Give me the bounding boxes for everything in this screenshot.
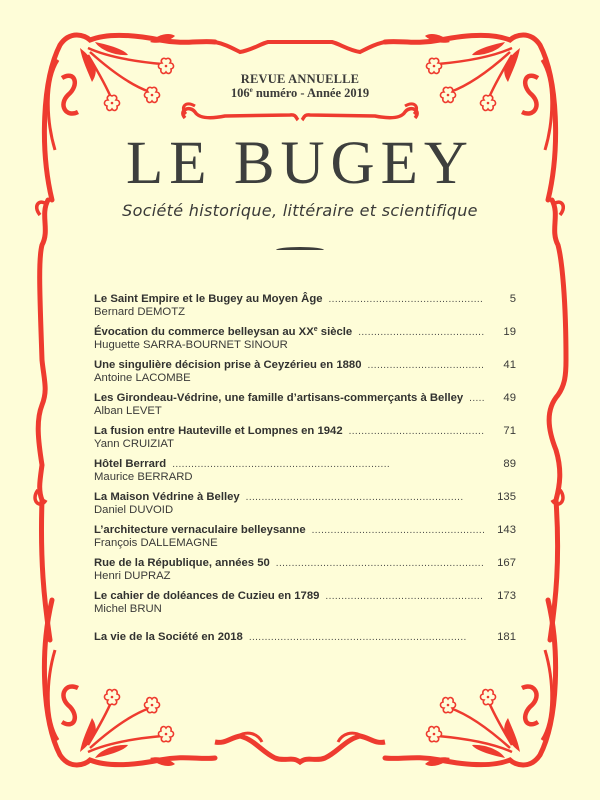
- page-number: 49: [503, 392, 516, 404]
- article-title: L’architecture vernaculaire belleysanne: [94, 524, 306, 536]
- page-number: 181: [497, 631, 516, 643]
- article-title: Hôtel Berrard: [94, 458, 167, 470]
- article-title: La vie de la Société en 2018: [94, 631, 243, 643]
- toc-entry: [94, 524, 516, 549]
- toc-entry: [94, 392, 516, 417]
- dot-leader: [276, 558, 484, 569]
- dot-leader: [358, 327, 484, 338]
- toc-entry: [94, 491, 516, 516]
- page-number: 19: [503, 326, 516, 338]
- issue-line: [0, 86, 600, 101]
- dot-leader: [312, 525, 484, 536]
- issue-superscript: e: [249, 86, 253, 94]
- toc-entry: [94, 590, 516, 615]
- article-title: Évocation du commerce belleysan au XXe siècle: [94, 326, 353, 338]
- page-number: 71: [503, 425, 516, 437]
- article-author: Antoine LACOMBE: [94, 372, 191, 384]
- toc-entry: [94, 293, 516, 318]
- page-number: 173: [497, 590, 516, 602]
- table-of-contents: [94, 293, 516, 651]
- page-number: 89: [503, 458, 516, 470]
- article-author: Bernard DEMOTZ: [94, 306, 186, 318]
- article-author: Michel BRUN: [94, 603, 162, 615]
- article-author: Henri DUPRAZ: [94, 570, 171, 582]
- dot-leader: [329, 294, 484, 305]
- toc-entry: [94, 326, 516, 351]
- toc-entry: [94, 425, 516, 450]
- article-title: Une singulière décision prise à Ceyzérieu en 1880: [94, 359, 362, 371]
- toc-entry: [94, 557, 516, 582]
- dot-leader: [367, 360, 484, 371]
- dot-leader: [172, 459, 484, 470]
- title-divider: [276, 247, 324, 250]
- issue-number: 106: [230, 86, 250, 100]
- page-number: 167: [497, 557, 516, 569]
- article-author: Huguette SARRA-BOURNET SINOUR: [94, 339, 288, 351]
- toc-entry: [94, 458, 516, 483]
- toc-entry: [94, 359, 516, 384]
- dot-leader: [249, 632, 484, 643]
- article-title: Les Girondeau-Védrine, une famille d’artisans-commerçants à Belley: [94, 392, 464, 404]
- issue-year: numéro - Année 2019: [252, 86, 370, 100]
- page-number: 5: [509, 293, 516, 305]
- dot-leader: [349, 426, 484, 437]
- revue-label: REVUE ANNUELLE: [240, 72, 360, 86]
- article-author: François DALLEMAGNE: [94, 537, 218, 549]
- dot-leader: [325, 591, 484, 602]
- article-title: Le cahier de doléances de Cuzieu en 1789: [94, 590, 320, 602]
- journal-subtitle: Société historique, littéraire et scientifique: [122, 201, 478, 220]
- article-author: Yann CRUIZIAT: [94, 438, 174, 450]
- article-title: Le Saint Empire et le Bugey au Moyen Âge: [94, 293, 323, 305]
- article-author: Daniel DUVOID: [94, 504, 174, 516]
- article-author: Maurice BERRARD: [94, 471, 193, 483]
- dot-leader: [246, 492, 484, 503]
- article-title: Rue de la République, années 50: [94, 557, 270, 569]
- article-title: La Maison Védrine à Belley: [94, 491, 240, 503]
- journal-title: LE BUGEY: [126, 130, 474, 197]
- dot-leader: [469, 393, 484, 404]
- page-number: 135: [497, 491, 516, 503]
- page-number: 41: [503, 359, 516, 371]
- article-author: Alban LEVET: [94, 405, 162, 417]
- page-number: 143: [497, 524, 516, 536]
- toc-entry-society: [94, 631, 516, 643]
- article-title: La fusion entre Hauteville et Lompnes en 1942: [94, 425, 343, 437]
